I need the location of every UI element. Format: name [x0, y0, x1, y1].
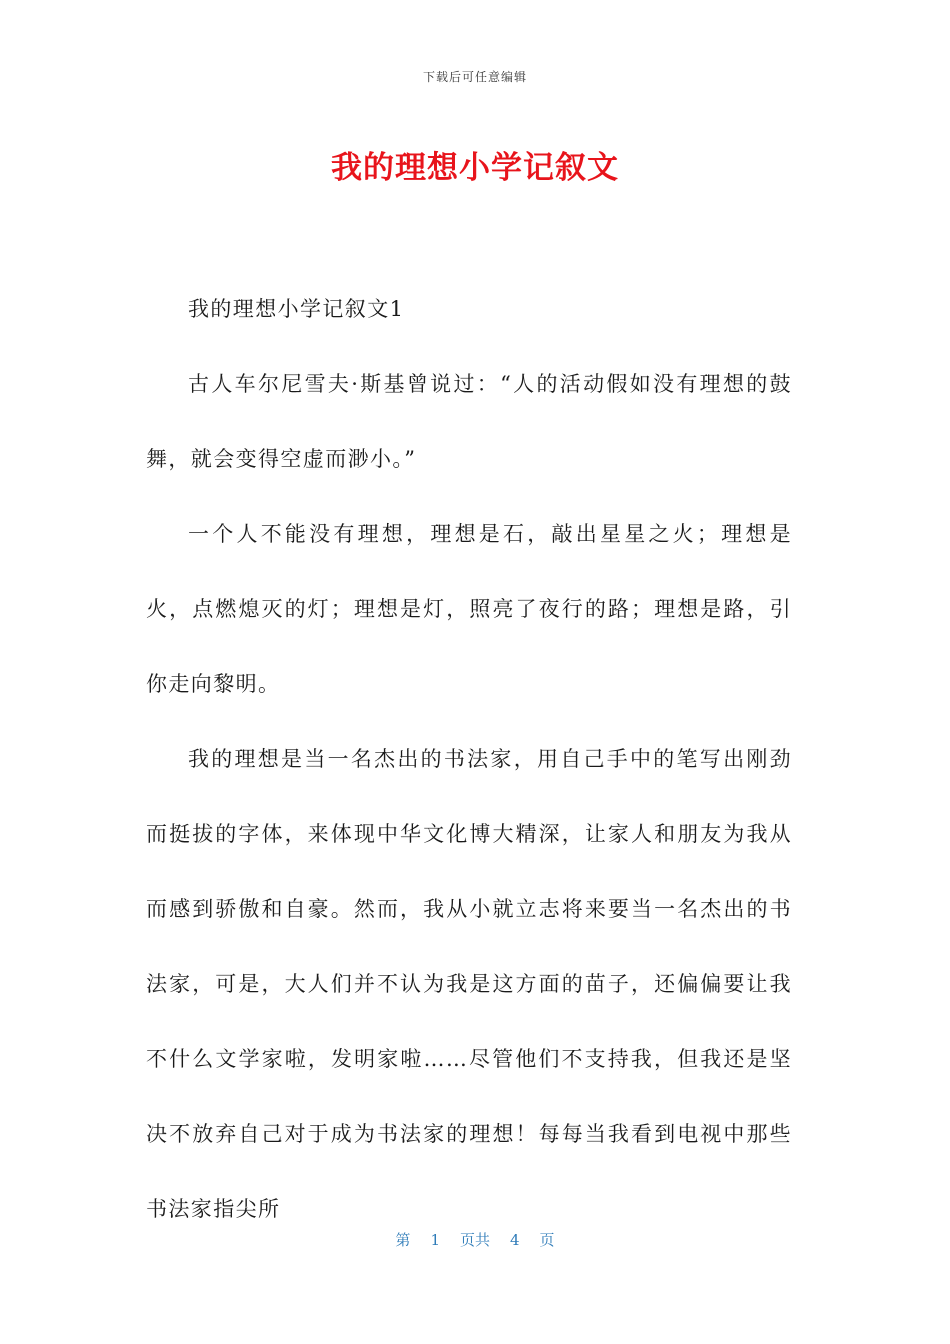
- page-label-prefix: 第: [395, 1231, 411, 1249]
- page-label-suffix: 页: [539, 1231, 555, 1249]
- page-label-middle: 页共: [459, 1231, 490, 1249]
- document-title: 我的理想小学记叙文: [331, 150, 619, 186]
- current-page-number: 1: [430, 1231, 440, 1249]
- paragraph: 我的理想是当一名杰出的书法家，用自己手中的笔写出刚劲而挺拔的字体，来体现中华文化博大精深，让家人和朋友为我从而感到骄傲和自豪。然而，我从小就立志将来要当一名杰出的书法家，可是，大人们并不认为我是这方面的苗子，还偏偏要让我不什么文学家啦，发明家啦……尽管他们不支持我，但我还是坚决不放弃自己对于成为书法家的理想！每每当我看到电视中那些书法家指尖所: [146, 747, 792, 1221]
- header-note: 下载后可任意编辑: [422, 70, 527, 84]
- page-footer: [0, 1229, 950, 1250]
- total-pages-number: 4: [510, 1231, 520, 1249]
- paragraph: 古人车尔尼雪夫·斯基曾说过：“人的活动假如没有理想的鼓舞，就会变得空虚而渺小。”: [146, 372, 792, 471]
- paragraph: 一个人不能没有理想，理想是石，敲出星星之火；理想是火，点燃熄灭的灯；理想是灯，照亮了夜行的路；理想是路，引你走向黎明。: [146, 522, 792, 696]
- paragraph-subtitle: 我的理想小学记叙文1: [188, 297, 405, 321]
- document-body: [146, 272, 792, 1247]
